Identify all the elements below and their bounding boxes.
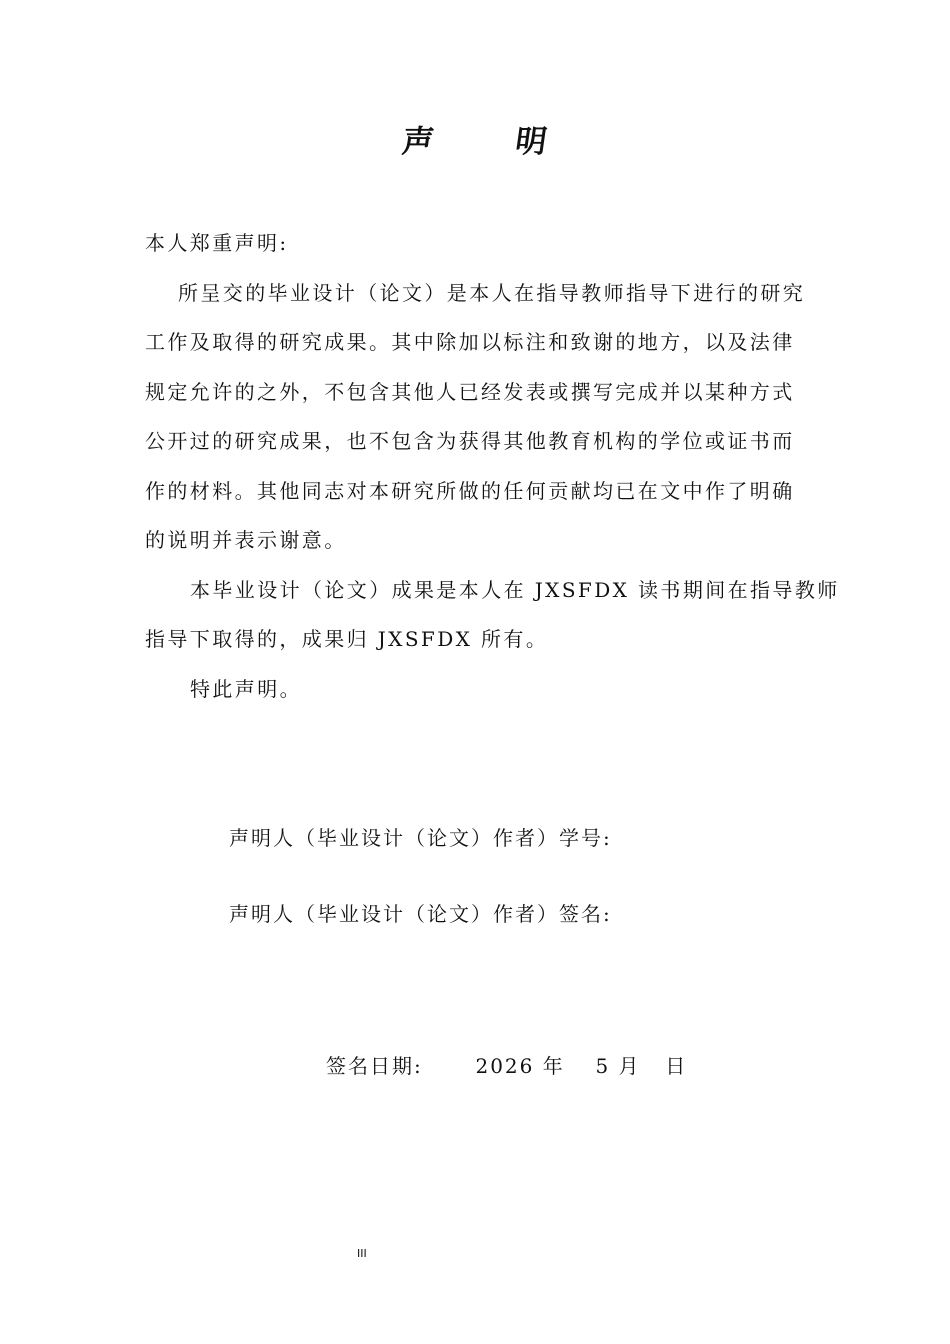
paragraph1-line-4: 公开过的研究成果，也不包含为获得其他教育机构的学位或证书而: [145, 429, 795, 453]
paragraph1-line-2: 工作及取得的研究成果。其中除加以标注和致谢的地方，以及法律: [145, 330, 795, 354]
paragraph1-line-3: 规定允许的之外，不包含其他人已经发表或撰写完成并以某种方式: [145, 380, 795, 404]
closing-line: 特此声明。: [190, 677, 302, 701]
title-right-char: 明: [512, 124, 550, 160]
signing-date-year: 2026 年: [475, 1054, 565, 1078]
paragraph2-line-1: 本毕业设计（论文）成果是本人在 JXSFDX 读书期间在指导教师: [190, 578, 840, 602]
paragraph2-line-2: 指导下取得的，成果归 JXSFDX 所有。: [145, 627, 549, 651]
paragraph1-line-1: 所呈交的毕业设计（论文）是本人在指导教师指导下进行的研究: [178, 281, 806, 305]
paragraph1-line-6: 的说明并表示谢意。: [145, 528, 347, 552]
title-left-char: 声: [399, 124, 437, 160]
signature-label: 声明人（毕业设计（论文）作者）签名:: [229, 902, 612, 926]
signing-date-day: 日: [665, 1054, 688, 1078]
signing-date: [326, 1050, 687, 1079]
paragraph1-line-5: 作的材料。其他同志对本研究所做的任何贡献均已在文中作了明确: [145, 479, 795, 503]
intro-line: 本人郑重声明:: [145, 231, 289, 255]
student-id-label: 声明人（毕业设计（论文）作者）学号:: [229, 826, 612, 850]
page-title: [0, 116, 950, 161]
signing-date-month: 5 月: [595, 1054, 641, 1078]
signing-date-label: 签名日期:: [326, 1054, 423, 1078]
page-number: III: [357, 1247, 367, 1260]
